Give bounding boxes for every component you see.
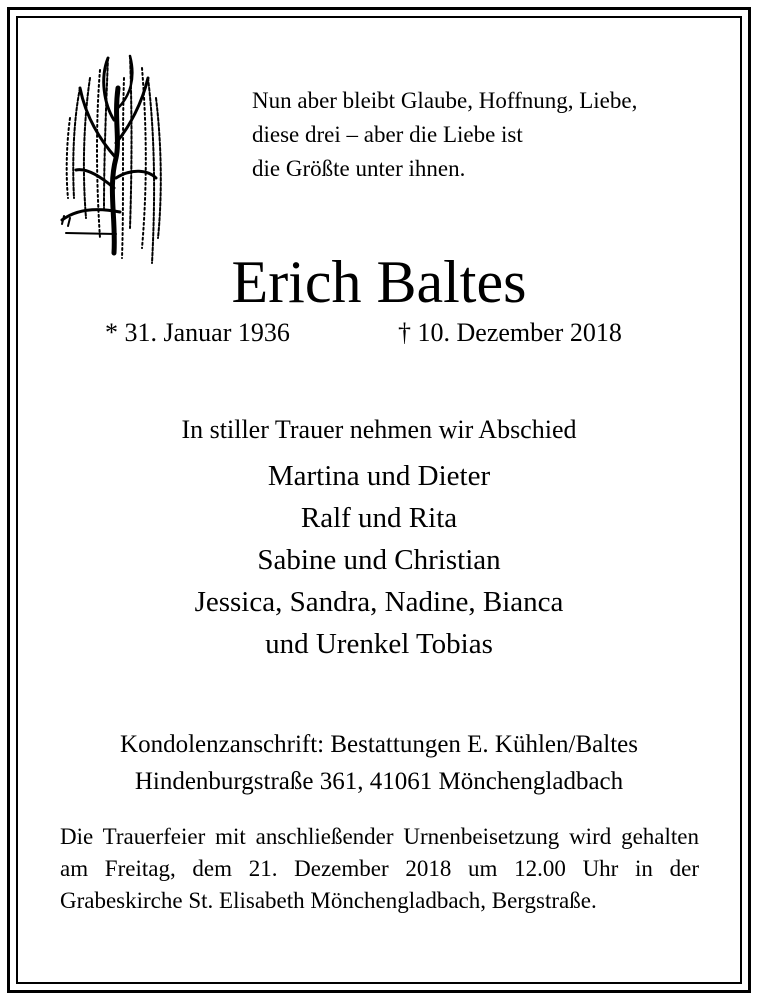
birth-date: * 31. Januar 1936: [105, 318, 290, 347]
address-line-1: Kondolenzanschrift: Bestattungen E. Kühlen/Baltes: [120, 731, 638, 758]
death-date: † 10. Dezember 2018: [398, 318, 622, 347]
family-line: Sabine und Christian: [257, 544, 501, 576]
bible-verse: [252, 84, 722, 186]
family-line: Martina und Dieter: [267, 460, 491, 492]
family-line: und Urenkel Tobias: [265, 628, 493, 660]
verse-line-1: Nun aber bleibt Glaube, Hoffnung, Liebe,: [252, 88, 638, 113]
verse-line-2: diese drei – aber die Liebe ist: [252, 122, 523, 147]
family-line: Ralf und Rita: [300, 502, 458, 534]
condolence-address: [0, 726, 758, 800]
funeral-service-info: Die Trauerfeier mit anschließender Urnenbeisetzung wird gehalten am Freitag, dem 21. Dezember 2018 um 12.00 Uhr in der Grabeskirche St. Elisabeth Mönchengladbach, Bergstraße.: [60, 824, 699, 913]
family-line: Jessica, Sandra, Nadine, Bianca: [194, 586, 564, 618]
family-list: [0, 455, 758, 665]
verse-line-3: die Größte unter ihnen.: [252, 156, 466, 181]
deceased-name: Erich Baltes: [231, 249, 527, 315]
mourning-statement: In stiller Trauer nehmen wir Abschied: [181, 415, 577, 444]
address-line-2: Hindenburgstraße 361, 41061 Mönchengladbach: [134, 768, 624, 795]
weeping-willow-icon: [56, 48, 174, 274]
